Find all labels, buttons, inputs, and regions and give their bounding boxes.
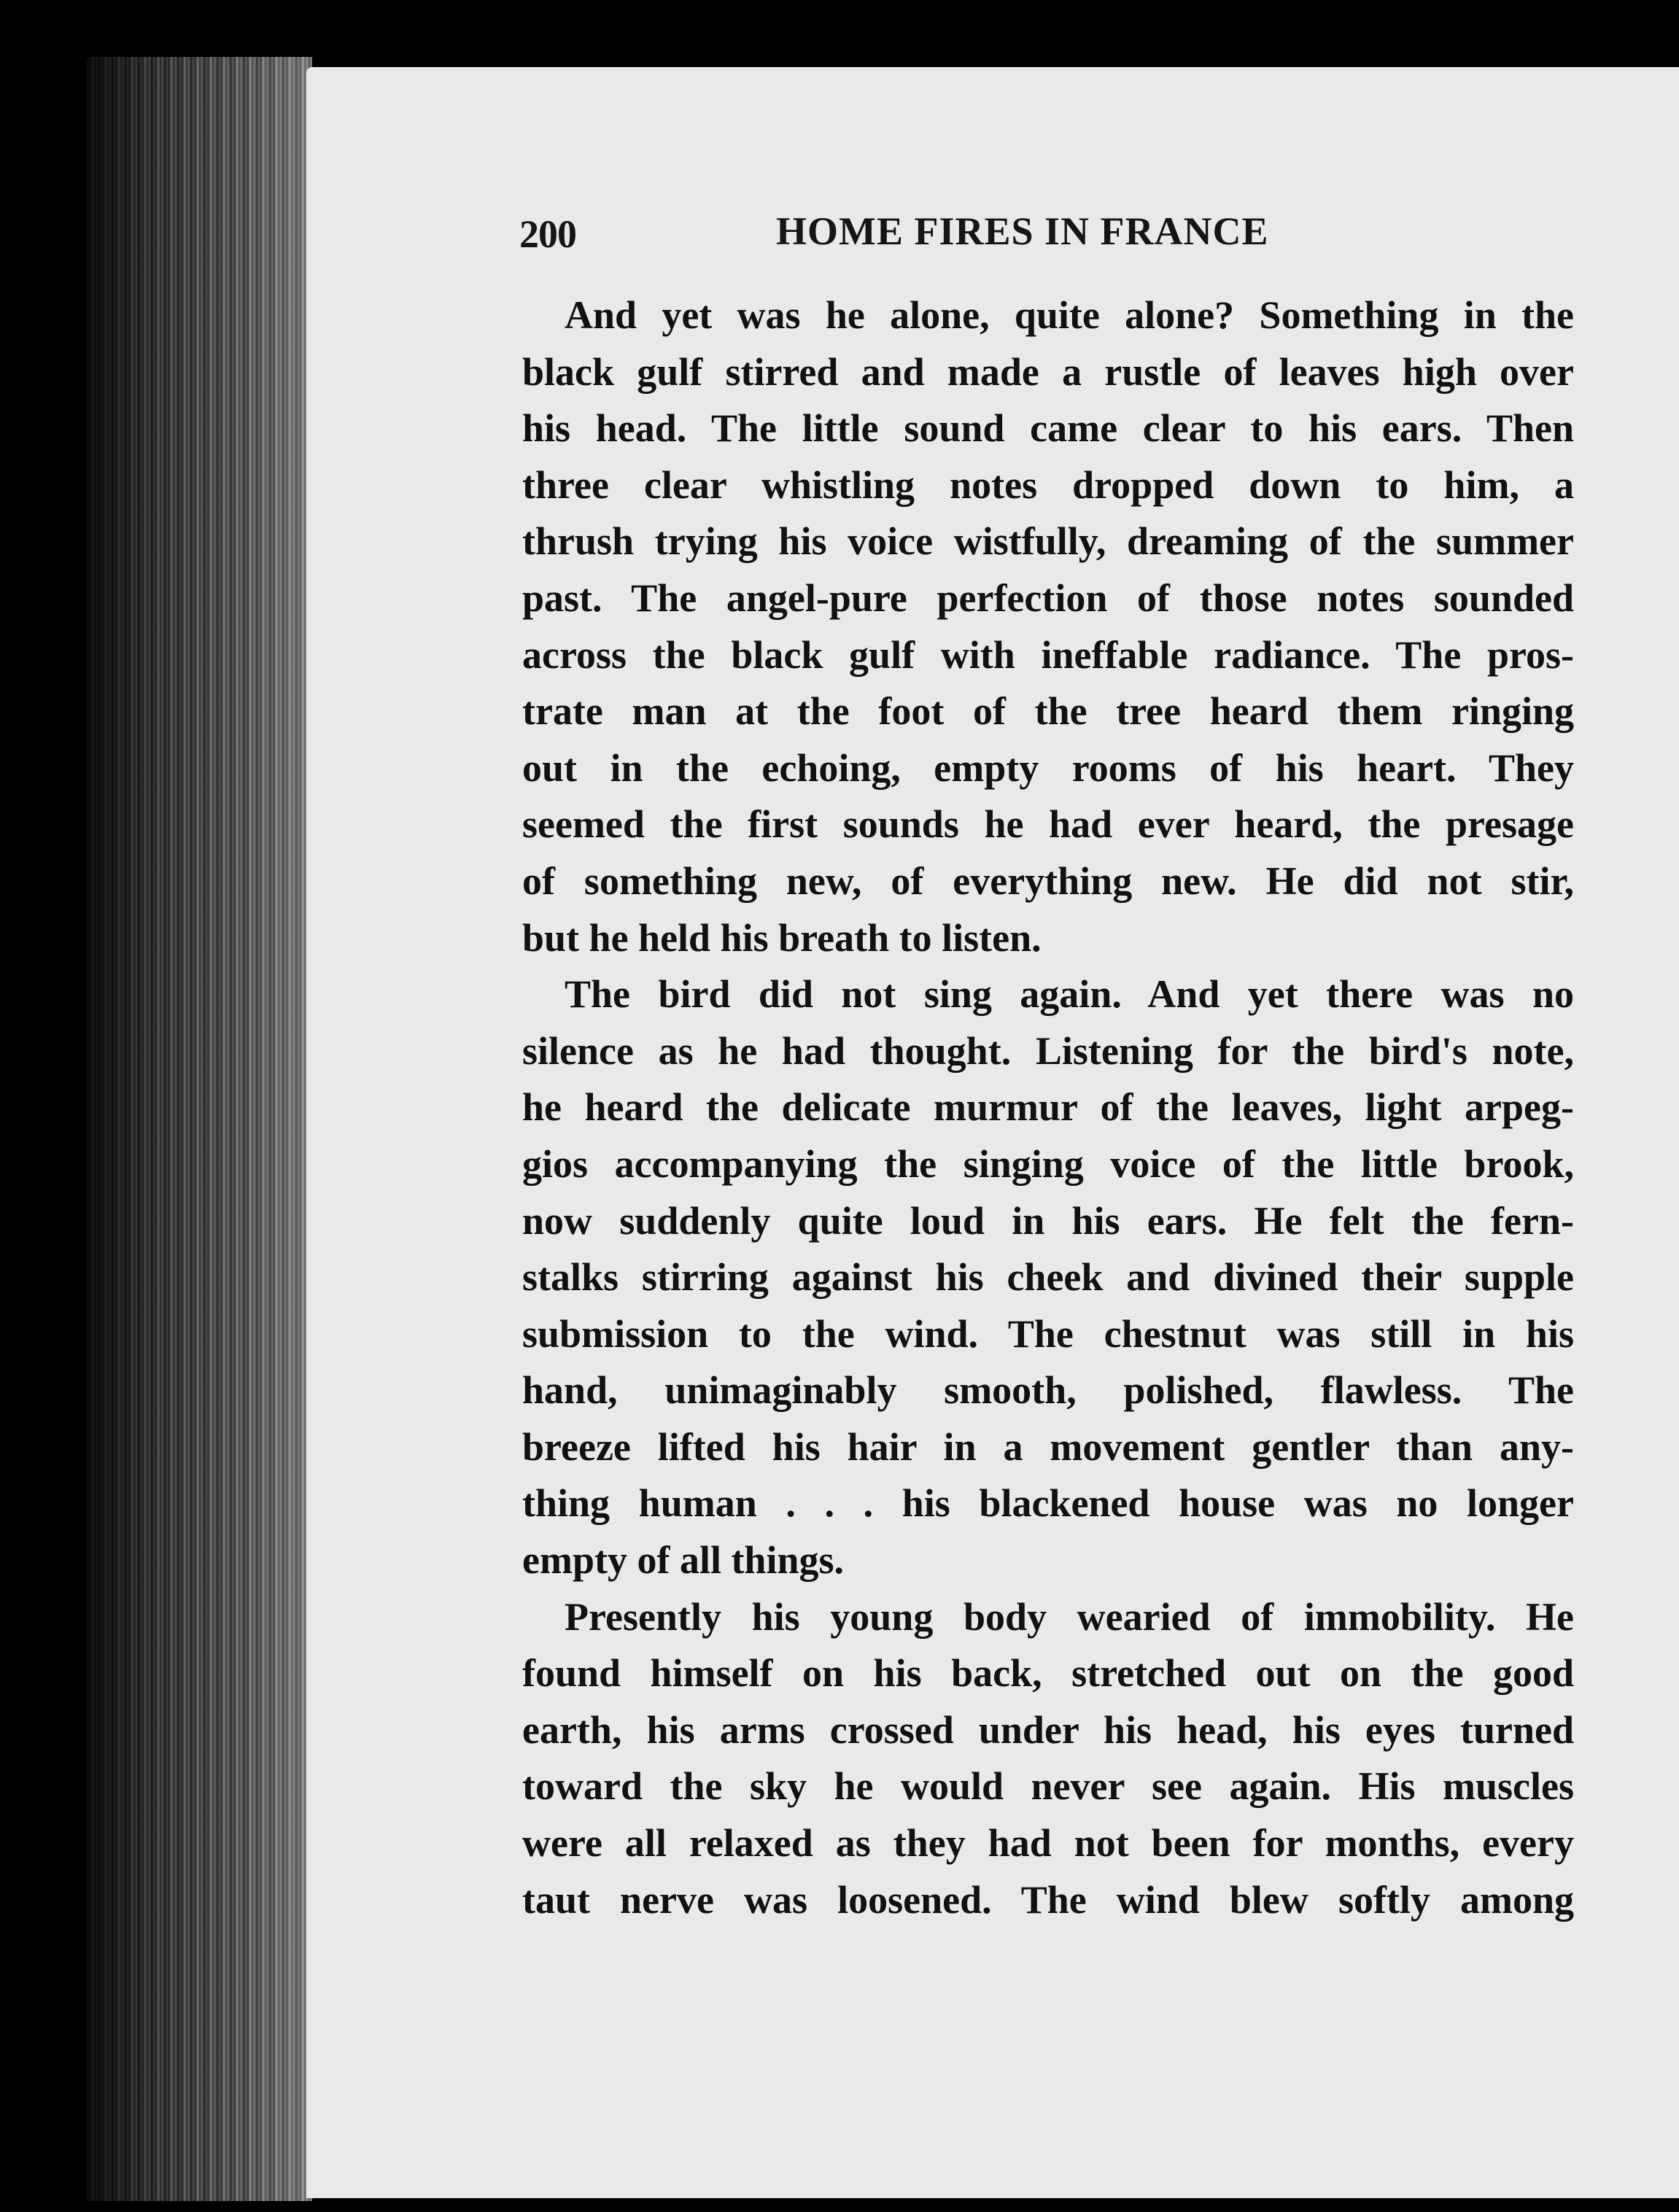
text-line: seemed the first sounds he had ever heard, the presage (522, 802, 1574, 847)
text-line: he heard the delicate murmur of the leaves, light arpeg- (522, 1085, 1574, 1130)
text-line: across the black gulf with ineffable radiance. The pros- (522, 632, 1574, 677)
text-line: gios accompanying the singing voice of the little brook, (522, 1141, 1574, 1186)
page-number: 200 (519, 212, 576, 256)
text-line: found himself on his back, stretched out on the good (522, 1651, 1574, 1696)
text-line: breeze lifted his hair in a movement gentler than any- (522, 1424, 1574, 1469)
text-line: submission to the wind. The chestnut was still in his (522, 1311, 1574, 1356)
paragraph (522, 966, 1574, 1589)
paragraph (522, 1589, 1574, 1929)
text-line: of something new, of everything new. He did not stir, (522, 858, 1574, 903)
text-line: taut nerve was loosened. The wind blew softly among (522, 1877, 1574, 1922)
text-line: Presently his young body wearied of immobility. He (565, 1594, 1574, 1639)
text-line: black gulf stirred and made a rustle of leaves high over (522, 349, 1574, 394)
running-head (519, 204, 1329, 263)
book-page-edges (86, 57, 312, 2201)
paragraph (522, 287, 1574, 966)
text-line: The bird did not sing again. And yet there was no (565, 972, 1574, 1017)
text-line: trate man at the foot of the tree heard them ringing (522, 689, 1574, 734)
text-line: And yet was he alone, quite alone? Something in the (565, 293, 1574, 337)
text-line: three clear whistling notes dropped down to him, a (522, 462, 1574, 507)
text-line: thing human . . . his blackened house was no longer (522, 1481, 1574, 1526)
text-line: silence as he had thought. Listening for the bird's note, (522, 1028, 1574, 1073)
text-line: but he held his breath to listen. (522, 915, 1042, 960)
text-line: past. The angel-pure perfection of those notes sounded (522, 575, 1574, 620)
running-title: HOME FIRES IN FRANCE (776, 209, 1269, 253)
text-line: his head. The little sound came clear to his ears. Then (522, 406, 1574, 451)
text-line: earth, his arms crossed under his head, his eyes turned (522, 1707, 1574, 1752)
text-line: hand, unimaginably smooth, polished, flawless. The (522, 1368, 1574, 1413)
text-line: empty of all things. (522, 1538, 845, 1583)
body-text (522, 287, 1574, 1928)
text-line: were all relaxed as they had not been for months, every (522, 1821, 1574, 1866)
text-line: toward the sky he would never see again. His muscles (522, 1764, 1574, 1809)
text-line: thrush trying his voice wistfully, dreaming of the summer (522, 519, 1574, 564)
text-line: out in the echoing, empty rooms of his heart. They (522, 745, 1574, 790)
text-line: stalks stirring against his cheek and divined their supple (522, 1255, 1574, 1300)
text-line: now suddenly quite loud in his ears. He felt the fern- (522, 1198, 1574, 1243)
